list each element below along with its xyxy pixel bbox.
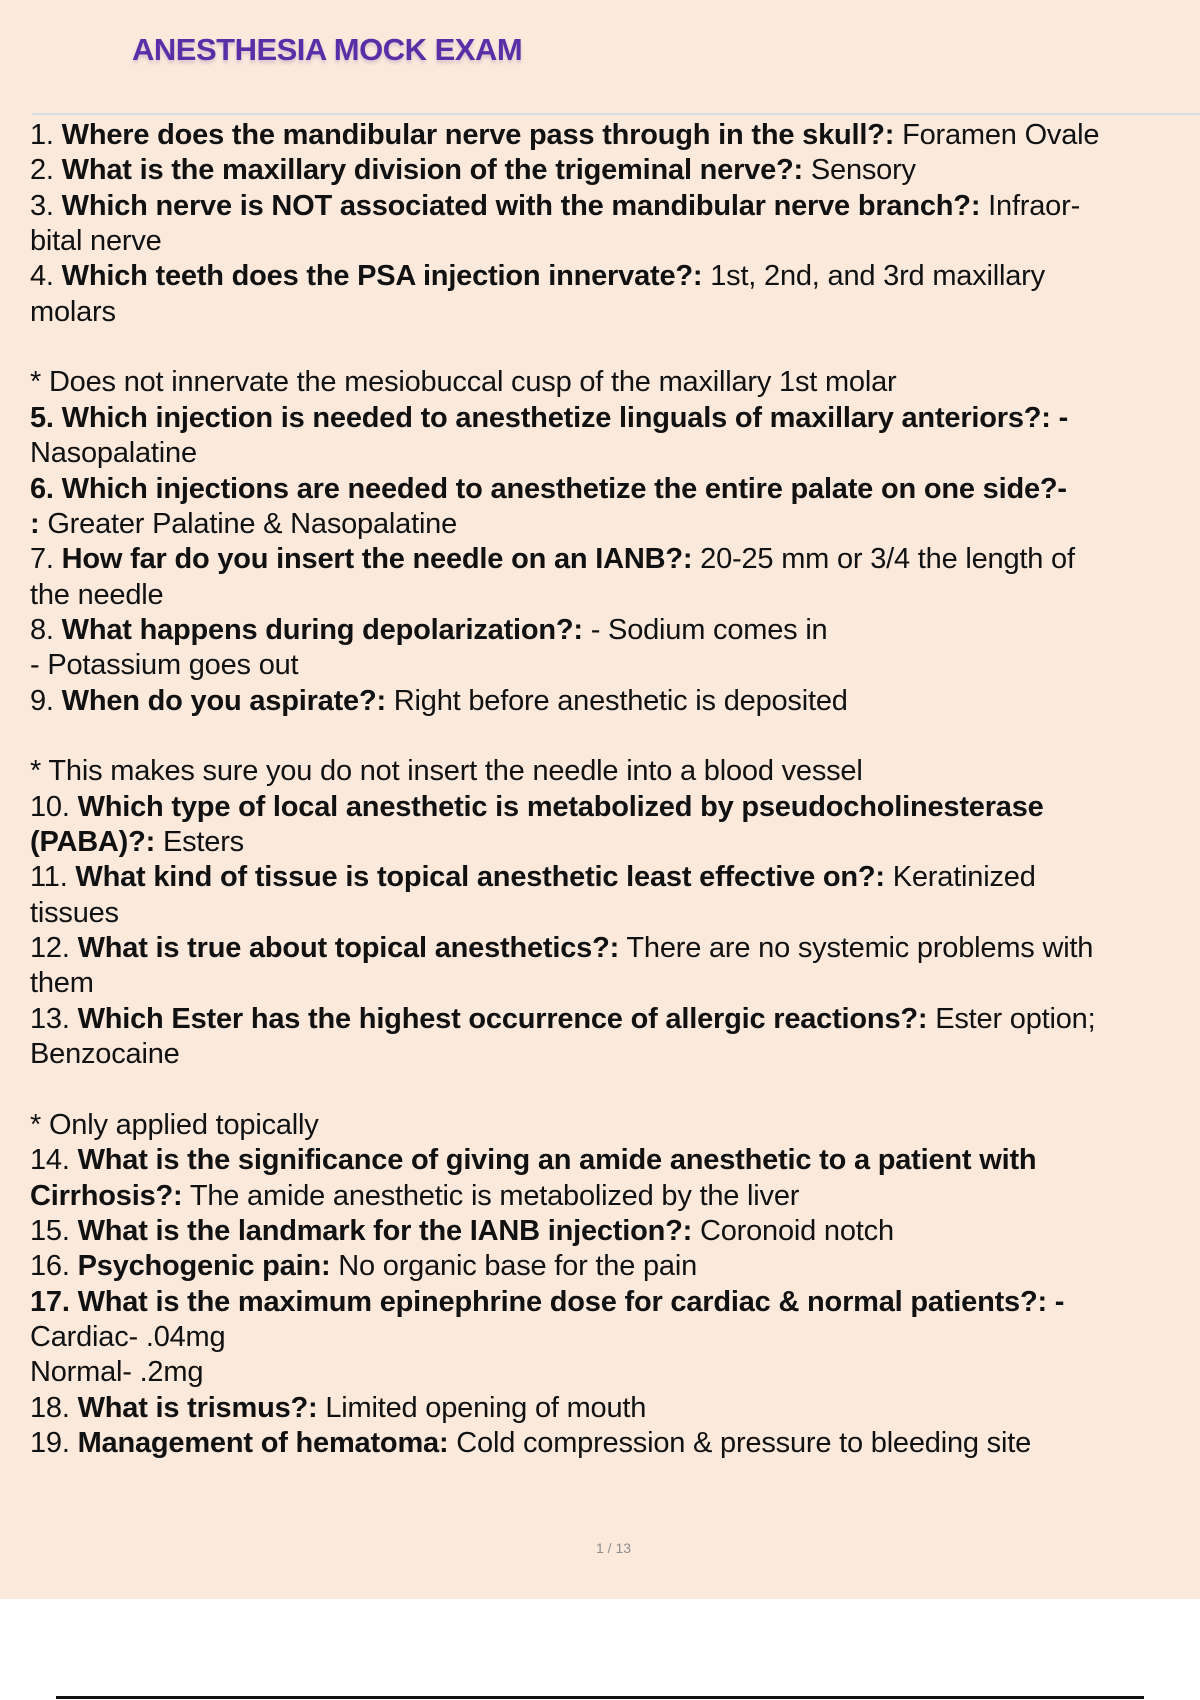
answer-text: - Sodium comes in bbox=[582, 613, 828, 646]
page-indicator: 1 / 13 bbox=[595, 1540, 632, 1556]
exam-line bbox=[30, 259, 1045, 293]
answer-text: 14. bbox=[30, 1144, 78, 1177]
question-text: Which type of local anesthetic is metabolized by pseudocholinesterase bbox=[77, 790, 1044, 823]
exam-line bbox=[30, 1037, 180, 1071]
exam-line bbox=[30, 507, 457, 541]
answer-text: 1. bbox=[30, 119, 62, 151]
exam-line bbox=[30, 684, 848, 718]
question-text: What is the significance of giving an amide anesthetic to a patient with bbox=[77, 1144, 1037, 1177]
answer-text: 7. bbox=[30, 543, 62, 576]
answer-text: 10. bbox=[30, 790, 78, 823]
answer-text: Esters bbox=[155, 826, 244, 858]
page-bottom-divider bbox=[56, 1696, 1144, 1699]
answer-text: 11. bbox=[30, 861, 76, 894]
answer-text: 13. bbox=[30, 1002, 78, 1035]
answer-text: molars bbox=[30, 295, 116, 328]
page-title: ANESTHESIA MOCK EXAM bbox=[132, 32, 523, 67]
question-text: Psychogenic pain: bbox=[77, 1250, 331, 1283]
question-text: What kind of tissue is topical anesthetic least effective on?: bbox=[75, 861, 885, 894]
answer-text: 4. bbox=[30, 260, 62, 293]
answer-text: Greater Palatine & Nasopalatine bbox=[39, 507, 458, 540]
exam-line bbox=[30, 118, 1099, 152]
question-text: What happens during depolarization?: bbox=[61, 613, 583, 646]
answer-text: 3. bbox=[30, 189, 62, 222]
question-text: What is the landmark for the IANB injection?: bbox=[77, 1214, 693, 1247]
answer-text: The amide anesthetic is metabolized by the liver bbox=[182, 1179, 800, 1212]
answer-text: 18. bbox=[30, 1391, 78, 1424]
question-text: How far do you insert the needle on an IANB?: bbox=[61, 543, 693, 576]
answer-text: the needle bbox=[30, 578, 164, 611]
exam-line bbox=[30, 365, 896, 399]
question-text: Which nerve is NOT associated with the mandibular nerve branch?: bbox=[61, 189, 981, 222]
exam-line bbox=[30, 754, 863, 788]
answer-text: * Does not innervate the mesiobuccal cusp of the maxillary 1st molar bbox=[30, 366, 897, 399]
exam-line bbox=[30, 401, 1068, 435]
exam-line bbox=[30, 153, 916, 187]
exam-line bbox=[30, 1108, 319, 1142]
question-text: Cirrhosis?: bbox=[30, 1179, 183, 1212]
answer-text: No organic base for the pain bbox=[330, 1250, 698, 1283]
answer-text: Coronoid notch bbox=[692, 1214, 894, 1247]
answer-text: them bbox=[30, 967, 94, 1000]
exam-line bbox=[30, 1249, 697, 1283]
exam-line bbox=[30, 578, 163, 612]
answer-text: 8. bbox=[30, 613, 62, 646]
question-text: What is the maxillary division of the trigeminal nerve?: bbox=[61, 154, 804, 187]
exam-line bbox=[30, 966, 94, 1000]
answer-text: 16. bbox=[30, 1250, 78, 1283]
answer-text: * This makes sure you do not insert the needle into a blood vessel bbox=[30, 755, 863, 788]
question-text: Management of hematoma: bbox=[77, 1426, 449, 1459]
question-text: : bbox=[30, 507, 40, 540]
exam-line bbox=[30, 1002, 1095, 1036]
exam-line bbox=[30, 542, 1075, 576]
answer-text: Normal- .2mg bbox=[30, 1356, 204, 1389]
question-text: What is true about topical anesthetics?: bbox=[77, 932, 620, 965]
answer-text: There are no systemic problems with bbox=[619, 932, 1094, 965]
exam-line bbox=[30, 825, 244, 859]
answer-text: Nasopalatine bbox=[30, 437, 197, 470]
answer-text: Foramen Ovale bbox=[894, 119, 1100, 151]
answer-text: 1st, 2nd, and 3rd maxillary bbox=[702, 260, 1045, 293]
answer-text: Infraor- bbox=[980, 189, 1081, 222]
exam-line bbox=[30, 613, 828, 647]
exam-line bbox=[30, 1320, 225, 1354]
exam-line bbox=[30, 1179, 799, 1213]
question-text: When do you aspirate?: bbox=[61, 684, 386, 717]
question-text: 5. Which injection is needed to anesthetize linguals of maxillary anteriors?: - bbox=[30, 401, 1069, 434]
answer-text: Limited opening of mouth bbox=[317, 1391, 647, 1424]
question-text: What is trismus?: bbox=[77, 1391, 318, 1424]
exam-line bbox=[30, 860, 1036, 894]
answer-text: 20-25 mm or 3/4 the length of bbox=[692, 543, 1075, 576]
question-text: Which Ester has the highest occurrence of allergic reactions?: bbox=[77, 1002, 928, 1035]
answer-text: Ester option; bbox=[927, 1002, 1096, 1035]
answer-text: 12. bbox=[30, 932, 78, 965]
exam-line bbox=[30, 1285, 1064, 1319]
question-text: 17. What is the maximum epinephrine dose for cardiac & normal patients?: - bbox=[30, 1285, 1065, 1318]
exam-line bbox=[30, 1143, 1036, 1177]
answer-text: - Potassium goes out bbox=[30, 649, 299, 682]
answer-text: 9. bbox=[30, 684, 62, 717]
exam-line bbox=[30, 1214, 894, 1248]
title-divider bbox=[32, 113, 1200, 115]
answer-text: Sensory bbox=[803, 154, 916, 187]
question-text: (PABA)?: bbox=[30, 826, 156, 858]
answer-text: tissues bbox=[30, 896, 119, 929]
answer-text: Cardiac- .04mg bbox=[30, 1320, 226, 1353]
exam-line bbox=[30, 790, 1044, 824]
answer-text: * Only applied topically bbox=[30, 1108, 319, 1141]
exam-line bbox=[30, 931, 1093, 965]
exam-line bbox=[30, 896, 119, 930]
answer-text: Cold compression & pressure to bleeding site bbox=[448, 1426, 1032, 1459]
question-text: Which teeth does the PSA injection innervate?: bbox=[61, 260, 703, 293]
answer-text: Benzocaine bbox=[30, 1038, 180, 1071]
exam-line bbox=[30, 648, 298, 682]
question-text: 6. Which injections are needed to anesthetize the entire palate on one side?- bbox=[30, 472, 1067, 505]
exam-line bbox=[30, 1426, 1031, 1460]
answer-text: bital nerve bbox=[30, 225, 162, 258]
answer-text: 19. bbox=[30, 1426, 78, 1459]
exam-line bbox=[30, 436, 197, 470]
exam-line bbox=[30, 295, 116, 329]
answer-text: 15. bbox=[30, 1214, 78, 1247]
exam-line bbox=[30, 224, 162, 258]
exam-line bbox=[30, 1391, 646, 1425]
answer-text: 2. bbox=[30, 154, 62, 187]
exam-line bbox=[30, 1355, 203, 1389]
answer-text: Right before anesthetic is deposited bbox=[385, 684, 848, 717]
answer-text: Keratinized bbox=[884, 861, 1036, 894]
question-text: Where does the mandibular nerve pass through in the skull?: bbox=[61, 119, 895, 151]
exam-line bbox=[30, 472, 1067, 506]
exam-line bbox=[30, 189, 1080, 223]
